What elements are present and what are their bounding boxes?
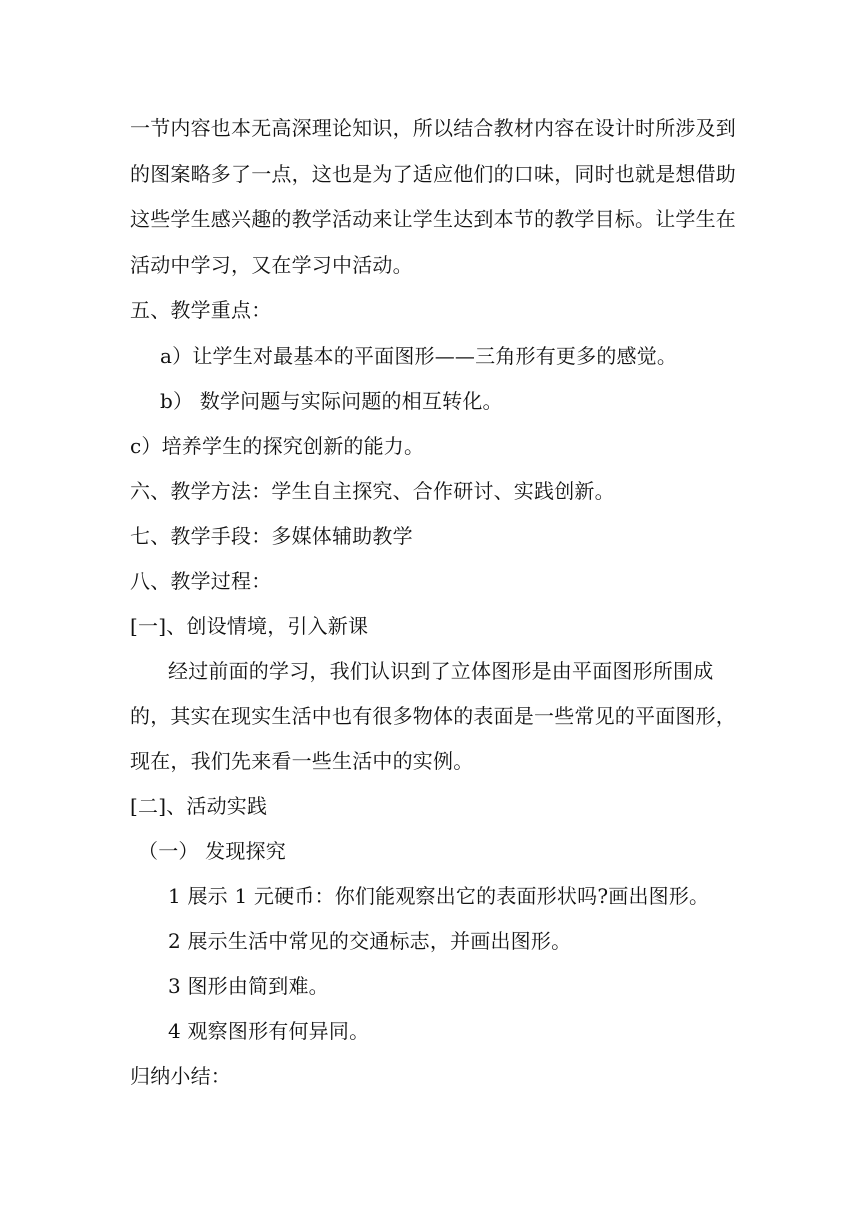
- sub-1-title: （一） 发现探究: [138, 839, 286, 863]
- intro-line-1: 一节内容也本无高深理论知识，所以结合教材内容在设计时所涉及到: [130, 116, 736, 140]
- part-2-title: [二]、活动实践: [130, 794, 268, 818]
- sub-1-item-3: 3 图形由简到难。: [168, 974, 329, 998]
- intro-line-3: 这些学生感兴趣的教学活动来让学生达到本节的教学目标。让学生在: [130, 207, 736, 231]
- section-5-item-c: c）培养学生的探究创新的能力。: [130, 434, 425, 458]
- section-7: 七、教学手段：多媒体辅助教学: [130, 524, 413, 548]
- sub-1-item-2: 2 展示生活中常见的交通标志，并画出图形。: [168, 929, 572, 953]
- part-1-line-2: 的，其实在现实生活中也有很多物体的表面是一些常见的平面图形，: [130, 704, 736, 728]
- summary-title: 归纳小结：: [130, 1064, 231, 1088]
- section-5-item-a: a）让学生对最基本的平面图形——三角形有更多的感觉。: [160, 344, 678, 368]
- sub-1-item-1: 1 展示 1 元硬币：你们能观察出它的表面形状吗?画出图形。: [168, 884, 710, 908]
- intro-line-2: 的图案略多了一点，这也是为了适应他们的口味，同时也就是想借助: [130, 162, 736, 186]
- section-8-title: 八、教学过程：: [130, 569, 272, 593]
- section-6: 六、教学方法：学生自主探究、合作研讨、实践创新。: [130, 479, 615, 503]
- part-1-title: [一]、创设情境，引入新课: [130, 614, 369, 638]
- sub-1-item-4: 4 观察图形有何异同。: [168, 1019, 370, 1043]
- section-5-title: 五、教学重点：: [130, 298, 272, 322]
- part-1-line-3: 现在，我们先来看一些生活中的实例。: [130, 749, 474, 773]
- intro-line-4: 活动中学习，又在学习中活动。: [130, 253, 413, 277]
- part-1-line-1: 经过前面的学习，我们认识到了立体图形是由平面图形所围成: [168, 659, 714, 683]
- section-5-item-b: b） 数学问题与实际问题的相互转化。: [160, 389, 503, 413]
